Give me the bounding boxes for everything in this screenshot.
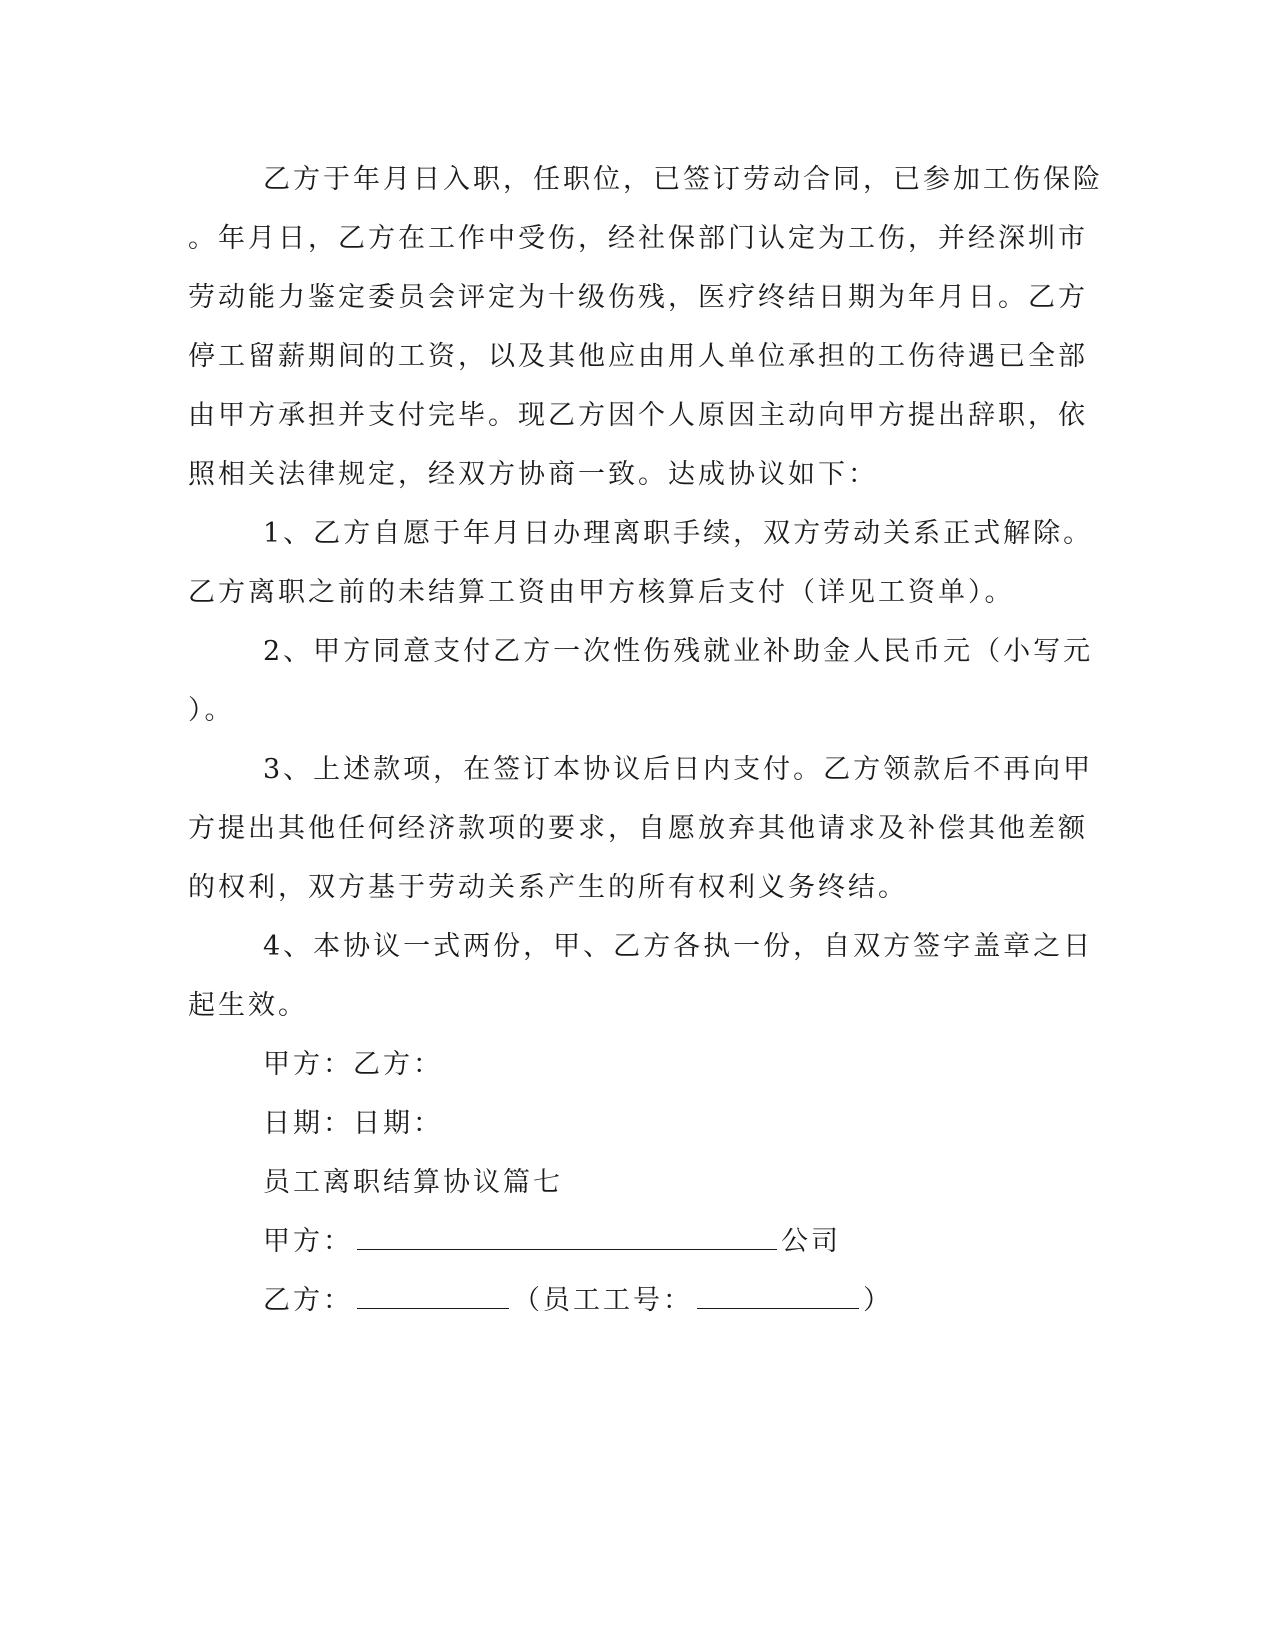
text-line: 起生效。 — [188, 990, 308, 1021]
party-a-label: 甲方： — [263, 1226, 353, 1257]
text-line: 3、上述款项，在签订本协议后日内支付。乙方领款后不再向甲 — [263, 754, 1094, 785]
party-a-suffix: 公司 — [781, 1226, 841, 1257]
employee-id-blank — [697, 1282, 859, 1309]
text-line: 4、本协议一式两份，甲、乙方各执一份，自双方签字盖章之日 — [263, 931, 1094, 962]
text-line: 。年月日，乙方在工作中受伤，经社保部门认定为工伤，并经深圳市 — [188, 223, 1088, 254]
party-a-blank — [357, 1223, 777, 1250]
party-b-label: 乙方： — [263, 1285, 353, 1316]
text-line: 照相关法律规定，经双方协商一致。达成协议如下： — [188, 459, 878, 490]
text-line: 由甲方承担并支付完毕。现乙方因个人原因主动向甲方提出辞职，依 — [188, 400, 1088, 431]
text-line: 乙方离职之前的未结算工资由甲方核算后支付（详见工资单）。 — [188, 577, 1015, 608]
text-line: 劳动能力鉴定委员会评定为十级伤残，医疗终结日期为年月日。乙方 — [188, 282, 1088, 313]
signature-line: 甲方：乙方： — [263, 1049, 443, 1080]
text-line: ）。 — [188, 695, 235, 726]
employee-id-open: （员工工号： — [513, 1285, 693, 1316]
employee-id-close: ） — [863, 1285, 893, 1316]
section-title: 员工离职结算协议篇七 — [263, 1167, 563, 1198]
party-b-blank — [357, 1282, 509, 1309]
text-line: 方提出其他任何经济款项的要求，自愿放弃其他请求及补偿其他差额 — [188, 813, 1088, 844]
text-line: 2、甲方同意支付乙方一次性伤残就业补助金人民币元（小写元 — [263, 636, 1094, 667]
party-a-line — [263, 1222, 841, 1262]
text-line: 乙方于年月日入职，任职位，已签订劳动合同，已参加工伤保险 — [263, 164, 1103, 195]
text-line: 停工留薪期间的工资，以及其他应由用人单位承担的工伤待遇已全部 — [188, 341, 1088, 372]
party-b-line — [263, 1281, 893, 1321]
date-line: 日期：日期： — [263, 1108, 443, 1139]
text-line: 1、乙方自愿于年月日办理离职手续，双方劳动关系正式解除。 — [263, 518, 1094, 549]
text-line: 的权利，双方基于劳动关系产生的所有权利义务终结。 — [188, 872, 908, 903]
